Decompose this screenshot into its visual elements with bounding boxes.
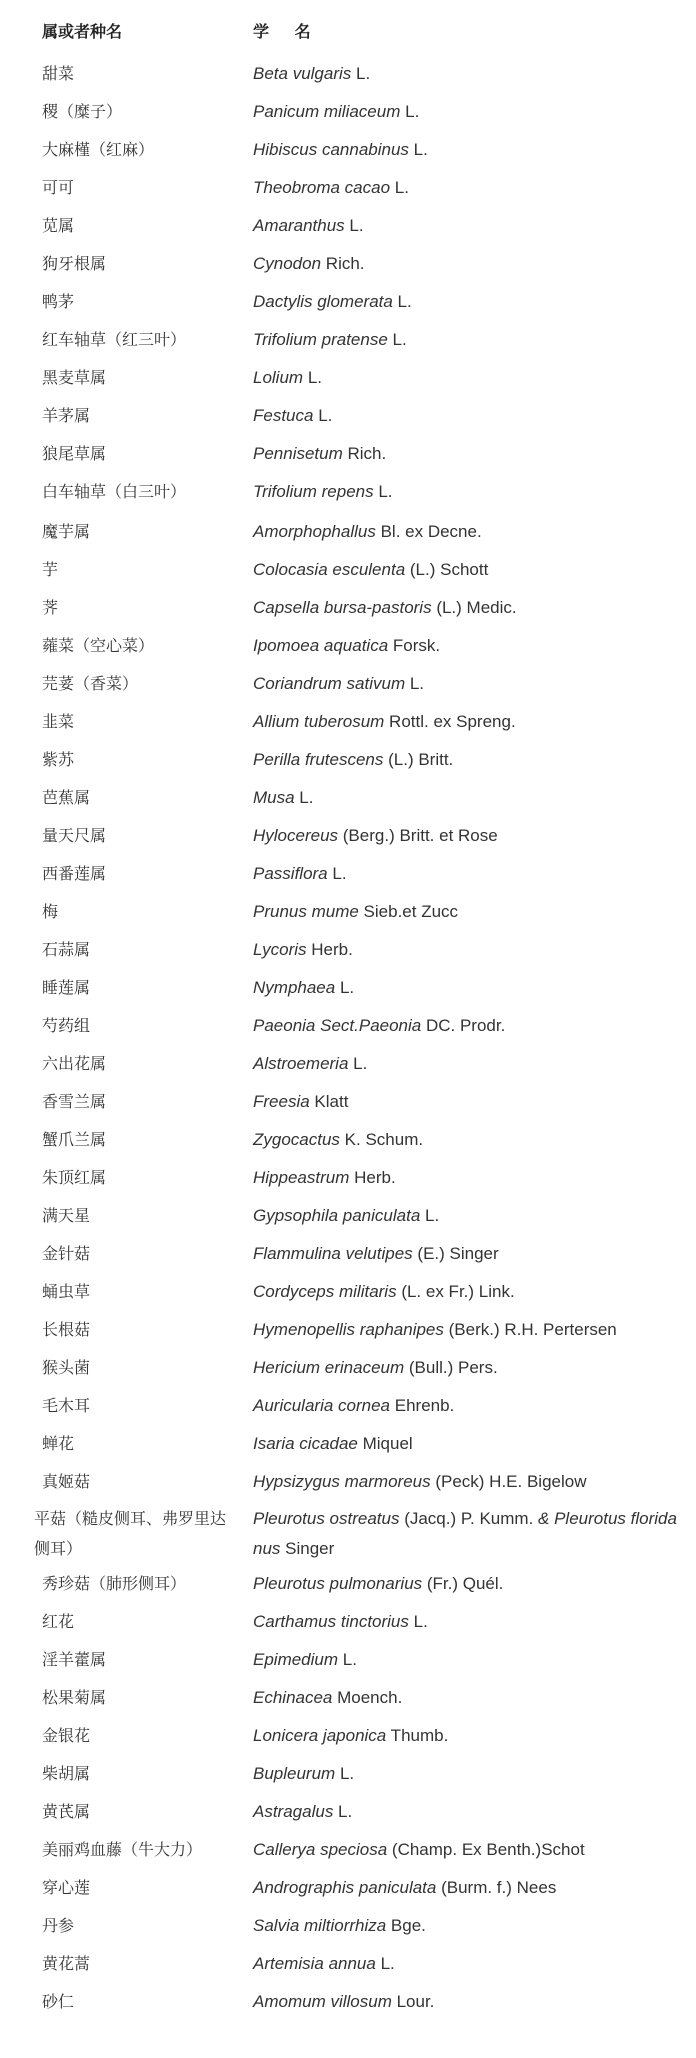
author-citation: Thumb. xyxy=(386,1726,449,1745)
scientific-name xyxy=(253,706,683,738)
genus-species: Capsella bursa-pastoris xyxy=(253,598,432,617)
common-name: 长根菇 xyxy=(42,1320,91,1339)
scientific-name xyxy=(253,1314,683,1346)
author-citation: L. xyxy=(387,330,407,349)
table-row xyxy=(0,476,696,508)
author-citation: L. xyxy=(348,1054,368,1073)
table-row xyxy=(0,400,696,432)
table-row xyxy=(0,1048,696,1080)
scientific-name xyxy=(253,1276,683,1308)
genus-species: Artemisia annua xyxy=(253,1954,376,1973)
table-row xyxy=(0,58,696,90)
table-row xyxy=(0,858,696,890)
author-citation: (Berg.) Britt. et Rose xyxy=(338,826,498,845)
author-citation: L. xyxy=(335,1764,355,1783)
author-citation: (Bull.) Pers. xyxy=(404,1358,498,1377)
author-citation-2: Singer xyxy=(280,1539,335,1558)
table-row xyxy=(0,1682,696,1714)
author-citation: (L.) Medic. xyxy=(431,598,517,617)
table-row xyxy=(0,516,696,548)
genus-species: Trifolium pratense xyxy=(253,330,388,349)
table-row xyxy=(0,1200,696,1232)
common-name: 毛木耳 xyxy=(42,1396,91,1415)
genus-species: Trifolium repens xyxy=(253,482,374,501)
author-citation: (Fr.) Quél. xyxy=(422,1574,504,1593)
table-row xyxy=(0,1010,696,1042)
author-citation: L. xyxy=(333,1802,353,1821)
author-citation: L. xyxy=(420,1206,440,1225)
genus-species: Hymenopellis raphanipes xyxy=(253,1320,444,1339)
genus-species: Cynodon xyxy=(253,254,322,273)
author-citation: L. xyxy=(338,1650,357,1669)
common-name: 量天尺属 xyxy=(42,826,107,845)
common-name: 梅 xyxy=(42,902,59,921)
common-name: 蟹爪兰属 xyxy=(42,1130,107,1149)
author-citation: DC. Prodr. xyxy=(421,1016,506,1035)
table-row xyxy=(0,1720,696,1752)
scientific-name xyxy=(253,438,683,470)
scientific-name xyxy=(253,172,683,204)
author-citation: L. xyxy=(408,1612,428,1631)
scientific-name xyxy=(253,1986,683,2018)
genus-species: Echinacea xyxy=(253,1688,333,1707)
author-citation: Sieb.et Zucc xyxy=(358,902,459,921)
table-row xyxy=(0,972,696,1004)
common-name: 红花 xyxy=(42,1612,75,1631)
table-row xyxy=(0,362,696,394)
genus-species: Lonicera japonica xyxy=(253,1726,387,1745)
table-row xyxy=(0,1568,696,1600)
author-citation: L. xyxy=(375,1954,395,1973)
scientific-name xyxy=(253,592,683,624)
scientific-name xyxy=(253,668,683,700)
genus-species: Panicum miliaceum xyxy=(253,102,401,121)
common-name: 六出花属 xyxy=(42,1054,107,1073)
genus-species: Pleurotus pulmonarius xyxy=(253,1574,423,1593)
table-row xyxy=(0,554,696,586)
author-citation: (Jacq.) P. Kumm. xyxy=(399,1509,539,1528)
table-row xyxy=(0,1504,696,1566)
genus-species: Flammulina velutipes xyxy=(253,1244,413,1263)
table-row xyxy=(0,896,696,928)
scientific-name xyxy=(253,286,683,318)
table-row xyxy=(0,706,696,738)
genus-species: Amorphophallus xyxy=(253,522,376,541)
table-row xyxy=(0,1428,696,1460)
author-citation: Lour. xyxy=(391,1992,435,2011)
scientific-name xyxy=(253,934,683,966)
author-citation: (Champ. Ex Benth.)Schot xyxy=(387,1840,585,1859)
header-common-name: 属或者种名 xyxy=(42,22,123,41)
genus-species: Amaranthus xyxy=(253,216,345,235)
genus-species: Pennisetum xyxy=(253,444,343,463)
common-name: 可可 xyxy=(42,178,75,197)
table-row xyxy=(0,1606,696,1638)
genus-species: Coriandrum sativum xyxy=(253,674,406,693)
genus-species: Perilla frutescens xyxy=(253,750,384,769)
scientific-name xyxy=(253,516,683,548)
genus-species-2: & Pleurotus floridanus xyxy=(253,1509,677,1558)
table-row xyxy=(0,1390,696,1422)
genus-species: Lycoris xyxy=(253,940,307,959)
scientific-name xyxy=(253,554,683,586)
author-citation: Forsk. xyxy=(388,636,441,655)
genus-species: Prunus mume xyxy=(253,902,359,921)
author-citation: K. Schum. xyxy=(339,1130,424,1149)
table-row xyxy=(0,1948,696,1980)
genus-species: Isaria cicadae xyxy=(253,1434,358,1453)
table-row xyxy=(0,744,696,776)
table-row xyxy=(0,1124,696,1156)
table-row xyxy=(0,630,696,662)
genus-species: Hylocereus xyxy=(253,826,339,845)
table-row xyxy=(0,134,696,166)
author-citation: L. xyxy=(400,102,420,121)
common-name: 芋 xyxy=(42,560,59,579)
author-citation: Herb. xyxy=(306,940,353,959)
author-citation: L. xyxy=(392,292,412,311)
table-row xyxy=(0,1238,696,1270)
genus-species: Salvia miltiorrhiza xyxy=(253,1916,387,1935)
author-citation: Miquel xyxy=(357,1434,413,1453)
common-name: 黄花蒿 xyxy=(42,1954,91,1973)
table-header xyxy=(0,16,696,48)
common-name: 狗牙根属 xyxy=(42,254,107,273)
author-citation: Herb. xyxy=(349,1168,396,1187)
genus-species: Dactylis glomerata xyxy=(253,292,393,311)
common-name: 金银花 xyxy=(42,1726,91,1745)
common-name: 淫羊藿属 xyxy=(42,1650,107,1669)
author-citation: Moench. xyxy=(332,1688,403,1707)
scientific-name xyxy=(253,58,683,90)
table-row xyxy=(0,286,696,318)
common-name: 穿心莲 xyxy=(42,1878,91,1897)
genus-species: Theobroma cacao xyxy=(253,178,391,197)
header-scientific-name: 学 名 xyxy=(253,22,321,41)
common-name: 睡莲属 xyxy=(42,978,91,997)
author-citation: Rich. xyxy=(321,254,365,273)
scientific-name xyxy=(253,744,683,776)
author-citation: Bl. ex Decne. xyxy=(375,522,482,541)
genus-species: Lolium xyxy=(253,368,304,387)
genus-species: Cordyceps militaris xyxy=(253,1282,397,1301)
common-name: 蛹虫草 xyxy=(42,1282,91,1301)
scientific-name xyxy=(253,248,683,280)
author-citation: L. xyxy=(303,368,322,387)
table-row xyxy=(0,1872,696,1904)
common-name: 猴头菌 xyxy=(42,1358,91,1377)
common-name: 黄芪属 xyxy=(42,1802,91,1821)
common-name: 芫荽（香菜） xyxy=(42,674,139,693)
scientific-name xyxy=(253,1948,683,1980)
author-citation: (L.) Britt. xyxy=(383,750,454,769)
scientific-name xyxy=(253,1644,683,1676)
genus-species: Hibiscus cannabinus xyxy=(253,140,409,159)
author-citation: (Burm. f.) Nees xyxy=(436,1878,557,1897)
table-row xyxy=(0,172,696,204)
scientific-name xyxy=(253,1048,683,1080)
common-name: 香雪兰属 xyxy=(42,1092,107,1111)
genus-species: Amomum villosum xyxy=(253,1992,392,2011)
scientific-name xyxy=(253,1568,683,1600)
table-row xyxy=(0,324,696,356)
common-name: 朱顶红属 xyxy=(42,1168,107,1187)
common-name: 狼尾草属 xyxy=(42,444,107,463)
genus-species: Astragalus xyxy=(253,1802,334,1821)
genus-species: Allium tuberosum xyxy=(253,712,385,731)
common-name: 白车轴草（白三叶） xyxy=(42,482,187,501)
author-citation: L. xyxy=(344,216,364,235)
table-row xyxy=(0,1644,696,1676)
genus-species: Hericium erinaceum xyxy=(253,1358,405,1377)
author-citation: (Peck) H.E. Bigelow xyxy=(430,1472,587,1491)
genus-species: Epimedium xyxy=(253,1650,339,1669)
scientific-name xyxy=(253,1796,683,1828)
table-row xyxy=(0,1276,696,1308)
author-citation: (L.) Schott xyxy=(405,560,489,579)
scientific-name xyxy=(253,1200,683,1232)
author-citation: L. xyxy=(335,978,355,997)
genus-species: Nymphaea xyxy=(253,978,336,997)
common-name: 石蒜属 xyxy=(42,940,91,959)
scientific-name xyxy=(253,896,683,928)
table-row xyxy=(0,782,696,814)
table-row xyxy=(0,1466,696,1498)
scientific-name xyxy=(253,1682,683,1714)
table-row xyxy=(0,1834,696,1866)
common-name: 红车轴草（红三叶） xyxy=(42,330,187,349)
author-citation: L. xyxy=(390,178,409,197)
common-name: 松果菊属 xyxy=(42,1688,107,1707)
table-row xyxy=(0,668,696,700)
common-name: 满天星 xyxy=(42,1206,91,1225)
common-name: 砂仁 xyxy=(42,1992,75,2011)
scientific-name xyxy=(253,1504,678,1564)
scientific-name xyxy=(253,134,683,166)
genus-species: Passiflora xyxy=(253,864,328,883)
author-citation: Klatt xyxy=(309,1092,349,1111)
scientific-name xyxy=(253,1720,683,1752)
common-name: 大麻槿（红麻） xyxy=(42,140,155,159)
common-name: 韭菜 xyxy=(42,712,75,731)
scientific-name xyxy=(253,1872,683,1904)
genus-species: Hypsizygus marmoreus xyxy=(253,1472,431,1491)
table-row xyxy=(0,1086,696,1118)
genus-species: Bupleurum xyxy=(253,1764,336,1783)
scientific-name xyxy=(253,1162,683,1194)
genus-species: Paeonia Sect.Paeonia xyxy=(253,1016,422,1035)
genus-species: Colocasia esculenta xyxy=(253,560,406,579)
author-citation: Rottl. ex Spreng. xyxy=(384,712,516,731)
author-citation: (E.) Singer xyxy=(412,1244,499,1263)
common-name: 真姬菇 xyxy=(42,1472,91,1491)
scientific-name xyxy=(253,1834,683,1866)
common-name: 秀珍菇（肺形侧耳） xyxy=(42,1574,187,1593)
scientific-name xyxy=(253,324,683,356)
table-row xyxy=(0,934,696,966)
common-name: 金针菇 xyxy=(42,1244,91,1263)
genus-species: Zygocactus xyxy=(253,1130,340,1149)
table-row xyxy=(0,1910,696,1942)
scientific-name xyxy=(253,782,683,814)
table-row xyxy=(0,96,696,128)
scientific-name xyxy=(253,972,683,1004)
table-row xyxy=(0,1986,696,2018)
common-name: 荠 xyxy=(42,598,59,617)
scientific-name xyxy=(253,210,683,242)
genus-species: Pleurotus ostreatus xyxy=(253,1509,400,1528)
scientific-name xyxy=(253,630,683,662)
scientific-name xyxy=(253,1086,683,1118)
common-name: 蕹菜（空心菜） xyxy=(42,636,155,655)
table-row xyxy=(0,1796,696,1828)
author-citation: L. xyxy=(294,788,314,807)
common-name: 蝉花 xyxy=(42,1434,75,1453)
genus-species: Alstroemeria xyxy=(253,1054,349,1073)
common-name: 丹参 xyxy=(42,1916,75,1935)
table-row xyxy=(0,592,696,624)
scientific-name xyxy=(253,1758,683,1790)
scientific-name xyxy=(253,1238,683,1270)
scientific-name xyxy=(253,1466,683,1498)
scientific-name xyxy=(253,400,683,432)
common-name: 芭蕉属 xyxy=(42,788,91,807)
scientific-name xyxy=(253,1390,683,1422)
scientific-name xyxy=(253,1910,683,1942)
scientific-name xyxy=(253,362,683,394)
common-name: 甜菜 xyxy=(42,64,75,83)
common-name: 紫苏 xyxy=(42,750,75,769)
author-citation: Bge. xyxy=(386,1916,426,1935)
genus-species: Beta vulgaris xyxy=(253,64,352,83)
genus-species: Callerya speciosa xyxy=(253,1840,388,1859)
scientific-name xyxy=(253,1428,683,1460)
common-name: 美丽鸡血藤（牛大力） xyxy=(42,1840,203,1859)
scientific-name xyxy=(253,1606,683,1638)
table-row xyxy=(0,1314,696,1346)
table-row xyxy=(0,820,696,852)
common-name: 芍药组 xyxy=(42,1016,91,1035)
common-name: 平菇（糙皮侧耳、弗罗里达侧耳） xyxy=(34,1509,227,1558)
author-citation: (L. ex Fr.) Link. xyxy=(396,1282,515,1301)
genus-species: Musa xyxy=(253,788,295,807)
table-row xyxy=(0,210,696,242)
scientific-name xyxy=(253,476,683,508)
author-citation: L. xyxy=(373,482,393,501)
genus-species: Andrographis paniculata xyxy=(253,1878,437,1897)
author-citation: L. xyxy=(327,864,347,883)
genus-species: Carthamus tinctorius xyxy=(253,1612,409,1631)
author-citation: L. xyxy=(313,406,333,425)
scientific-name xyxy=(253,1124,683,1156)
author-citation: Ehrenb. xyxy=(390,1396,455,1415)
genus-species: Gypsophila paniculata xyxy=(253,1206,421,1225)
common-name: 苋属 xyxy=(42,216,75,235)
table-row xyxy=(0,1352,696,1384)
table-row xyxy=(0,248,696,280)
common-name: 黑麦草属 xyxy=(42,368,107,387)
genus-species: Hippeastrum xyxy=(253,1168,350,1187)
scientific-name xyxy=(253,96,683,128)
common-name: 鸭茅 xyxy=(42,292,75,311)
table-row xyxy=(0,1758,696,1790)
author-citation: (Berk.) R.H. Pertersen xyxy=(443,1320,617,1339)
genus-species: Auricularia cornea xyxy=(253,1396,391,1415)
author-citation: Rich. xyxy=(342,444,387,463)
table-row xyxy=(0,1162,696,1194)
common-name: 西番莲属 xyxy=(42,864,107,883)
common-name: 柴胡属 xyxy=(42,1764,91,1783)
author-citation: L. xyxy=(405,674,425,693)
author-citation: L. xyxy=(351,64,371,83)
table-row xyxy=(0,438,696,470)
common-name: 魔芋属 xyxy=(42,522,91,541)
scientific-name xyxy=(253,1352,683,1384)
common-name: 羊茅属 xyxy=(42,406,91,425)
scientific-name xyxy=(253,820,683,852)
genus-species: Festuca xyxy=(253,406,314,425)
scientific-name xyxy=(253,858,683,890)
common-name: 稷（糜子） xyxy=(42,102,123,121)
author-citation: L. xyxy=(408,140,428,159)
genus-species: Ipomoea aquatica xyxy=(253,636,389,655)
scientific-name xyxy=(253,1010,683,1042)
genus-species: Freesia xyxy=(253,1092,310,1111)
